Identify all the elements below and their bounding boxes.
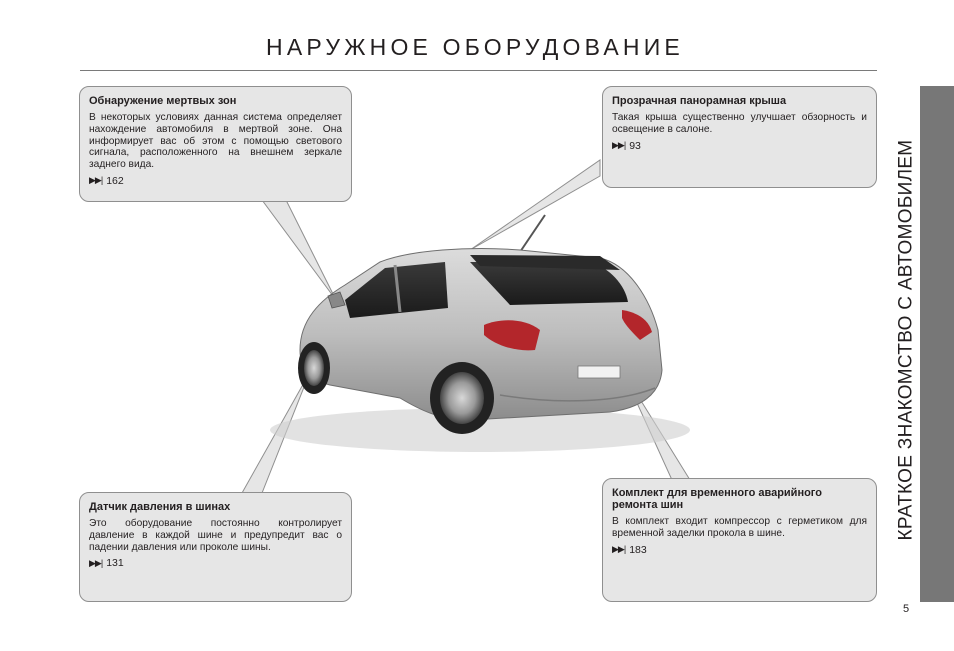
callout-heading: Комплект для временного аварийного ремонта шин	[612, 487, 822, 511]
reference-page-number: 93	[629, 139, 641, 152]
reference-page-number: 131	[106, 557, 124, 570]
page-number: 5	[903, 603, 910, 615]
callout-tyre-pressure	[79, 492, 352, 602]
page-title: НАРУЖНОЕ ОБОРУДОВАНИЕ	[266, 34, 684, 60]
page-reference[interactable]	[89, 557, 342, 569]
callout-panoramic-roof	[602, 86, 877, 188]
callout-text: Такая крыша существенно улучшает обзорность и освещение в салоне.	[612, 112, 867, 135]
callout-blind-spot	[79, 86, 352, 202]
section-tab	[920, 86, 954, 602]
skip-forward-icon: ▶▶|	[612, 544, 626, 555]
section-title	[893, 85, 920, 595]
roof-pointer	[470, 160, 600, 250]
page-reference[interactable]	[89, 175, 342, 187]
callout-repair-kit	[602, 478, 877, 602]
callout-heading: Датчик давления в шинах	[89, 501, 231, 513]
page-reference[interactable]	[612, 544, 867, 556]
skip-forward-icon: ▶▶|	[612, 140, 626, 151]
section-title-text: КРАТКОЕ ЗНАКОМСТВО С АВТОМОБИЛЕМ	[895, 139, 917, 541]
callout-text: Это оборудование постоянно контролирует давление в каждой шине и предупредит вас о падении давления или проколе шины.	[89, 518, 342, 553]
page-reference[interactable]	[612, 140, 867, 152]
skip-forward-icon: ▶▶|	[89, 557, 103, 568]
callout-heading: Обнаружение мертвых зон	[89, 95, 237, 107]
reference-page-number: 162	[106, 174, 124, 187]
callout-text: В некоторых условиях данная система определяет нахождение автомобиля в мертвой зоне. Она информирует вас об этом с помощью светового сигнала, расположенного на внешнем зеркале заднего вида.	[89, 112, 342, 171]
blind-spot-pointer	[262, 200, 336, 300]
callout-text: В комплект входит компрессор с герметиком для временной заделки прокола в шине.	[612, 516, 867, 539]
callout-heading: Прозрачная панорамная крыша	[612, 95, 787, 107]
skip-forward-icon: ▶▶|	[89, 175, 103, 186]
reference-page-number: 183	[629, 543, 647, 556]
